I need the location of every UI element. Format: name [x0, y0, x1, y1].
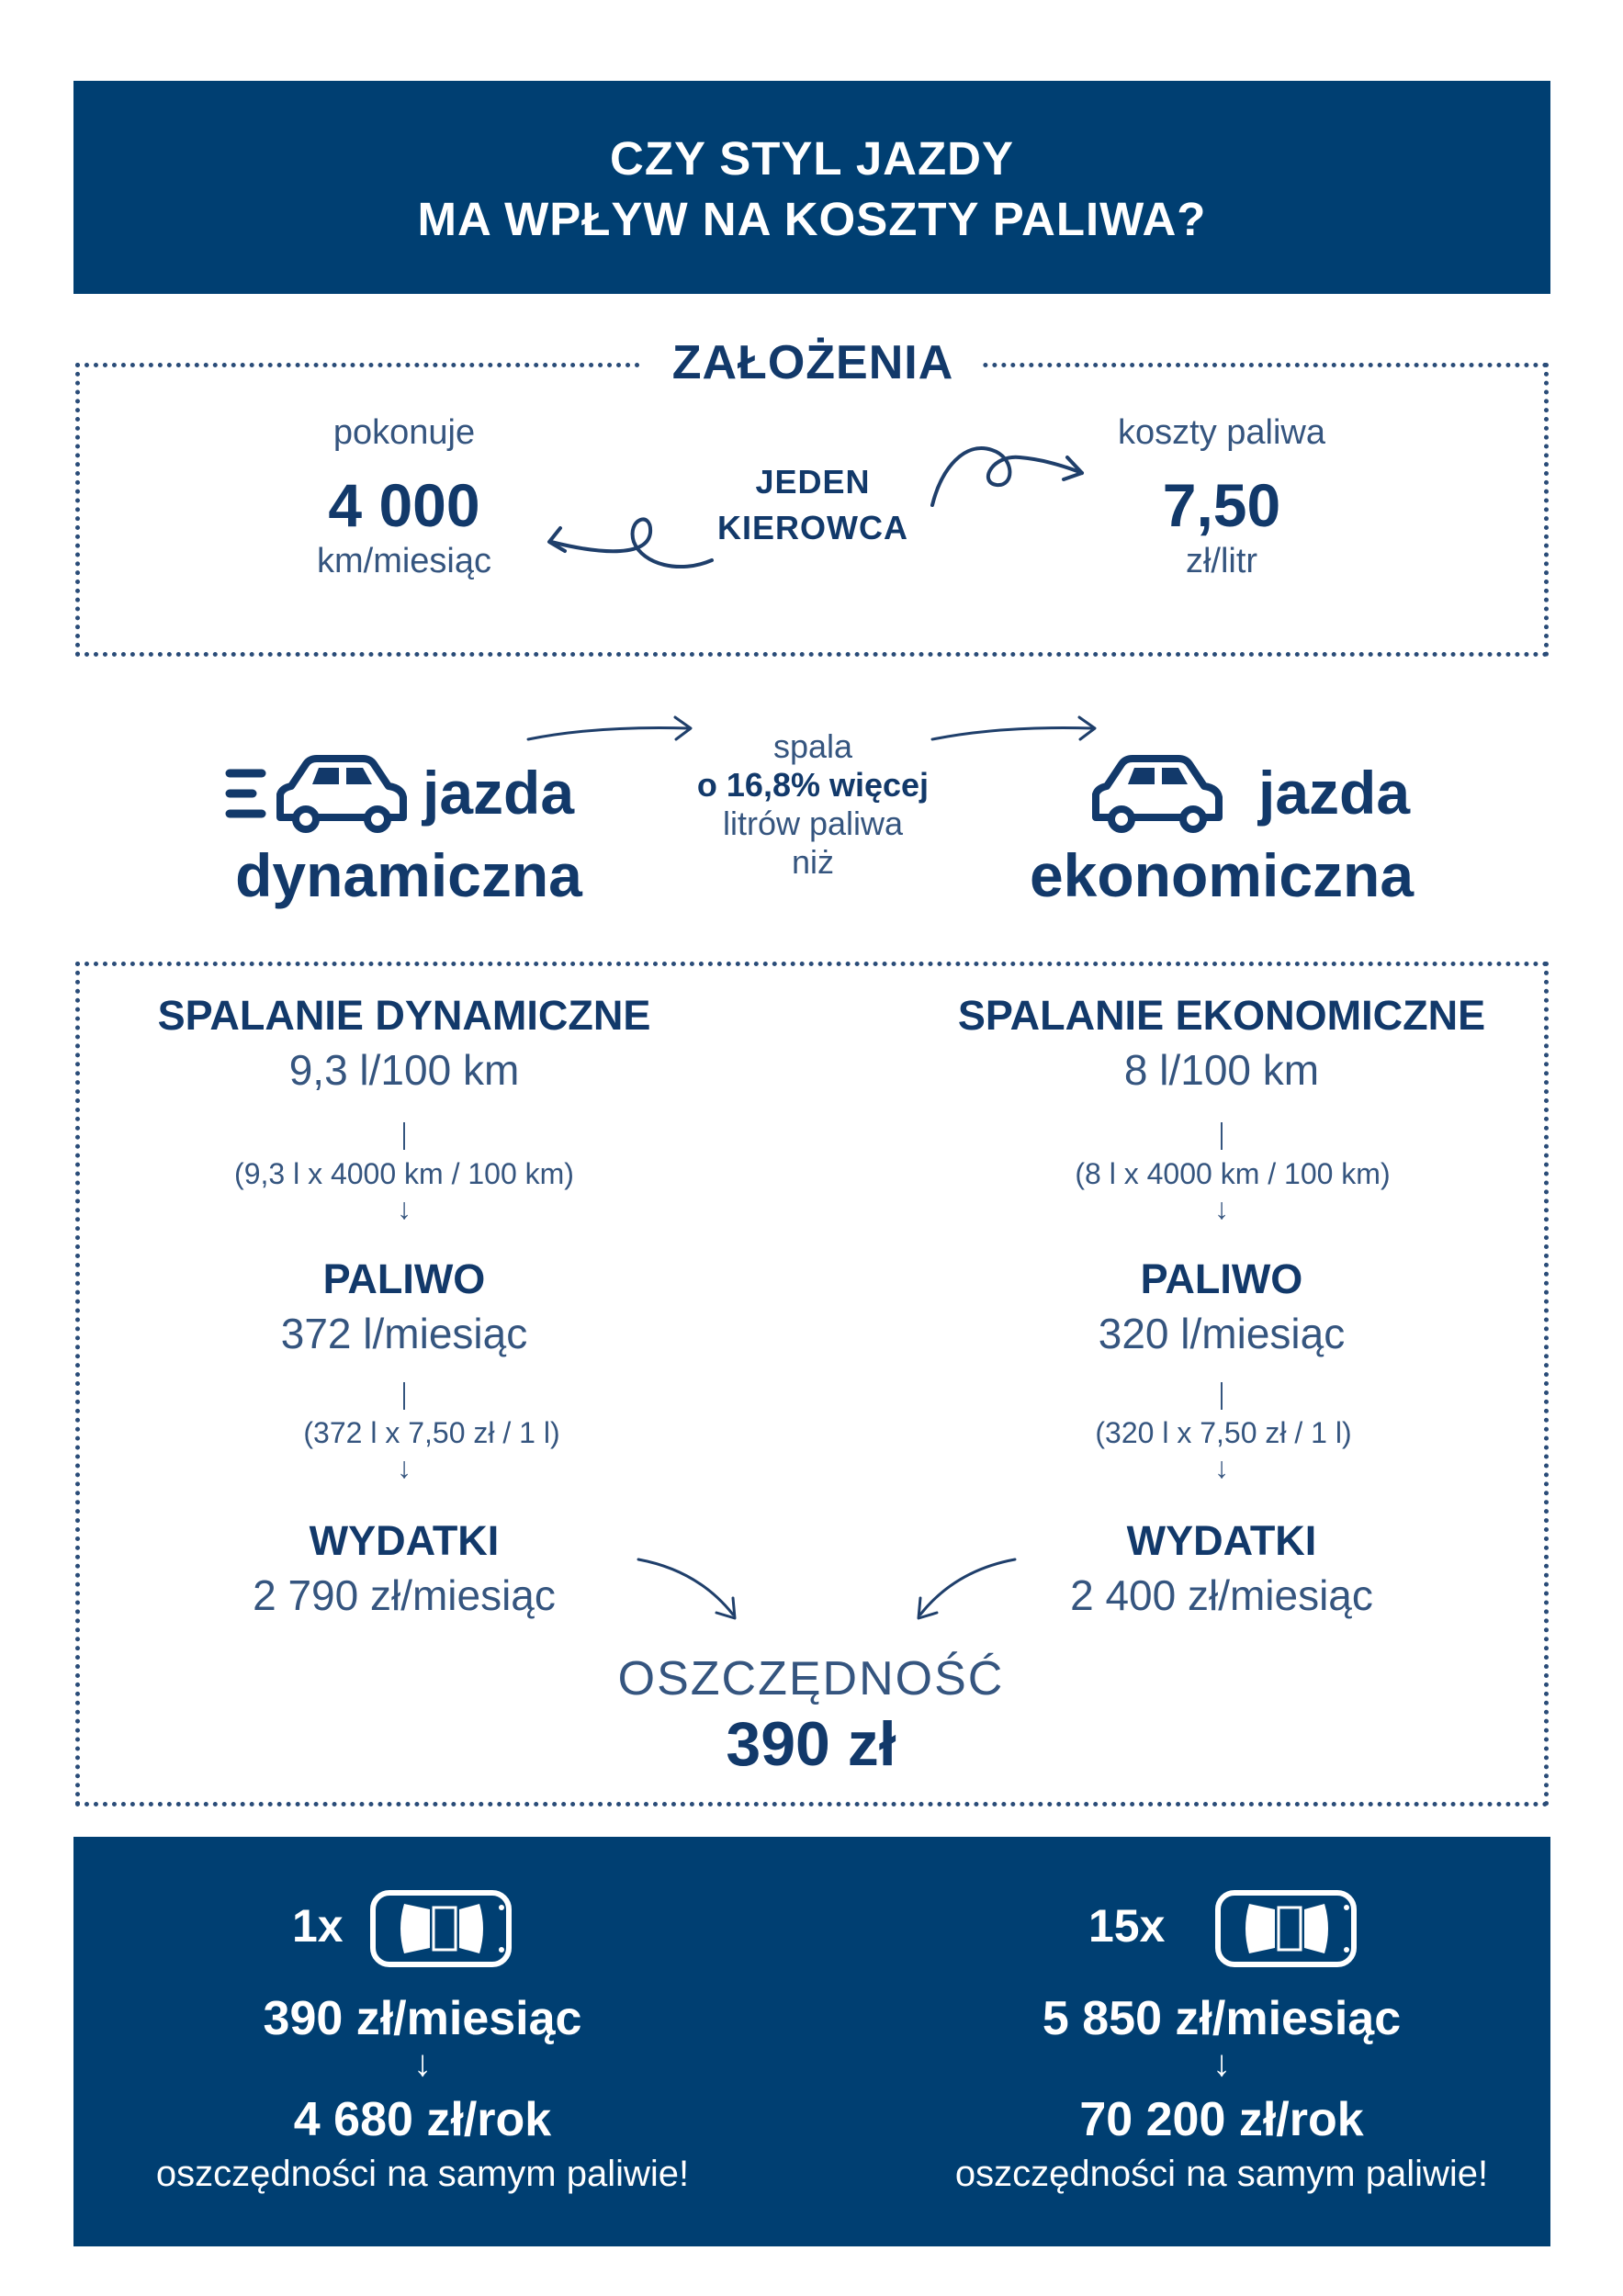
fuel-cost-label: koszty paliwa	[1118, 413, 1325, 452]
dynamic-consumption-value: 9,3 l/100 km	[288, 1046, 520, 1094]
arrow-down-left-icon	[909, 1552, 1020, 1626]
arrow-down-icon: ↓	[413, 2043, 432, 2084]
curly-arrow-right-icon	[928, 432, 1093, 514]
dynamic-cost-value: 2 790 zł/miesiąc	[253, 1571, 556, 1619]
note-line: niż	[791, 843, 835, 881]
dynamic-consumption-title: SPALANIE DYNAMICZNE	[157, 992, 651, 1039]
fuel-cost-unit: zł/litr	[1185, 542, 1258, 580]
arrow-down-right-icon	[634, 1552, 744, 1626]
flow-line	[403, 1122, 405, 1150]
arrow-down-icon: ↓	[397, 1192, 411, 1225]
hero-title: CZY STYL JAZDY MA WPŁYW NA KOSZTY PALIWA?	[417, 132, 1207, 245]
eco-driving-word2: ekonomiczna	[1029, 841, 1414, 909]
savings-label: OSZCZĘDNOŚĆ	[617, 1652, 1005, 1705]
car-top-view-icon	[367, 1887, 514, 1970]
eco-fuel-title: PALIWO	[1140, 1255, 1303, 1302]
eco-formula-1: (8 l x 4000 km / 100 km)	[1075, 1157, 1391, 1190]
flow-line	[1221, 1382, 1223, 1410]
driver-label: JEDEN KIEROWCA	[717, 463, 908, 546]
assumptions-title: ZAŁOŻENIA	[643, 335, 983, 390]
distance-label: pokonuje	[332, 413, 476, 452]
arrow-down-icon: ↓	[1214, 1192, 1229, 1225]
dynamic-formula-1: (9,3 l x 4000 km / 100 km)	[234, 1157, 574, 1190]
flow-line	[1221, 1122, 1223, 1150]
note-line: litrów paliwa	[722, 805, 904, 842]
dynamic-fuel-value: 372 l/miesiąc	[280, 1310, 528, 1357]
right-savings-note: oszczędności na samym paliwie!	[954, 2154, 1489, 2194]
left-monthly-savings: 390 zł/miesiąc	[263, 1992, 582, 2045]
savings-value: 390 zł	[726, 1709, 896, 1779]
distance-unit: km/miesiąc	[316, 542, 492, 580]
distance-value: 4 000	[328, 471, 480, 539]
eco-formula-2: (320 l x 7,50 zł / 1 l)	[1095, 1416, 1352, 1449]
left-yearly-savings: 4 680 zł/rok	[293, 2093, 552, 2146]
note-line: spala	[772, 727, 853, 765]
arrow-down-icon: ↓	[1212, 2043, 1231, 2084]
car-top-view-icon	[1212, 1887, 1359, 1970]
comparison-note	[661, 727, 964, 882]
eco-driving-word1: jazda	[1258, 759, 1411, 827]
eco-cost-value: 2 400 zł/miesiąc	[1070, 1571, 1373, 1619]
dynamic-formula-2: (372 l x 7,50 zł / 1 l)	[303, 1416, 560, 1449]
eco-cost-title: WYDATKI	[1126, 1517, 1317, 1564]
arrow-down-icon: ↓	[397, 1451, 411, 1484]
dynamic-cost-title: WYDATKI	[309, 1517, 500, 1564]
dynamic-driving-word2: dynamiczna	[235, 841, 582, 909]
dynamic-driving-word1: jazda	[423, 759, 575, 827]
car-icon	[1088, 753, 1226, 836]
fuel-cost-value: 7,50	[1162, 471, 1281, 539]
eco-consumption-title: SPALANIE EKONOMICZNE	[957, 992, 1486, 1039]
eco-consumption-value: 8 l/100 km	[1123, 1046, 1320, 1094]
right-monthly-savings: 5 850 zł/miesiąc	[1042, 1992, 1402, 2045]
fast-car-icon	[225, 753, 409, 836]
curly-arrow-left-icon	[542, 487, 716, 579]
left-multiplier: 1x	[292, 1900, 344, 1952]
flow-line	[403, 1382, 405, 1410]
eco-fuel-value: 320 l/miesiąc	[1098, 1310, 1346, 1357]
note-highlight: o 16,8% więcej	[696, 766, 930, 804]
dynamic-fuel-title: PALIWO	[322, 1255, 486, 1302]
right-multiplier: 15x	[1088, 1900, 1166, 1952]
arrow-down-icon: ↓	[1214, 1451, 1229, 1484]
right-yearly-savings: 70 200 zł/rok	[1079, 2093, 1364, 2146]
left-savings-note: oszczędności na samym paliwie!	[155, 2154, 690, 2194]
